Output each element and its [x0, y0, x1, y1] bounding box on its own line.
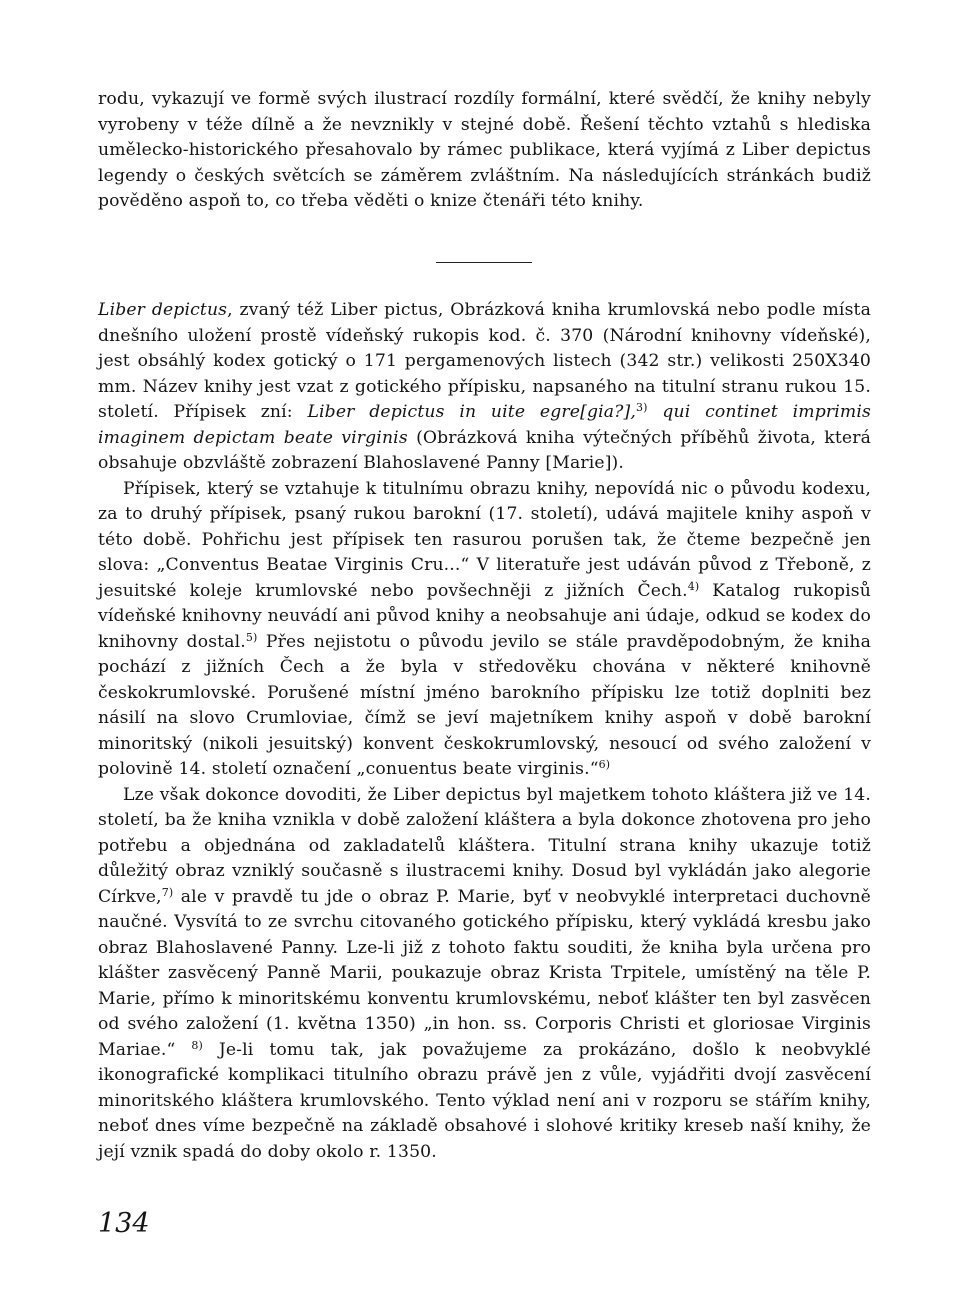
section-divider: [436, 262, 532, 263]
text-run: Katalog rukopisů vídeňské knihovny neuvádí ani původ knihy a neobsahuje ani údaje, odkud se kodex do knihovny dostal.: [98, 580, 871, 652]
intro-paragraph: [98, 87, 871, 215]
text-run: Je-li tomu tak, jak považujeme za prokázáno, došlo k neobvyklé ikonografické komplikaci titulního obrazu právě jen z vůle, vyjádřiti dvojí zasvěcení minoritského kláštera krumlovského. Tento výklad není ani v rozporu se stářím knihy, neboť dnes víme bezpečně na základě obsahové i slohové kritiky kreseb naší knihy, že její vznik spadá do doby okolo r. 1350.: [98, 1039, 871, 1162]
paragraph-dovoditi: [98, 783, 871, 1166]
text-run: (Obrázková kniha výtečných příběhů života, která obsahuje obzvláště zobrazení Blahoslavené Panny [Marie]).: [98, 427, 871, 473]
footnote-marker: 3): [635, 401, 648, 414]
text-run: Přes nejistotu o původu jevilo se stále pravděpodobným, že kniha pochází z jižních Čech a že byla v středověku chována v některé knihovně českokrumlovské. Porušené místní jméno barokního přípisku lze totiž doplniti bez násilí na slovo Crumloviae, čímž se jeví majetníkem knihy aspoň v době barokní minoritský (nikoli jesuitský) konvent českokrumlovský, nesoucí od svého založení v polovině 14. století označení „conuentus beate virginis.“: [98, 631, 871, 779]
main-section: [98, 298, 871, 1165]
text-run: [648, 402, 663, 422]
footnote-marker: 7): [161, 885, 174, 899]
intro-section: [98, 87, 871, 215]
paragraph-pripisek: [98, 477, 871, 783]
italic-text: Liber depictus: [98, 300, 228, 320]
footnote-marker: 6): [598, 758, 611, 771]
text-run: Přípisek, který se vztahuje k titulnímu obrazu knihy, nepovídá nic o původu kodexu, za to druhý přípisek, psaný rukou barokní (17. století), udává majitele knihy aspoň v této době. Pohřichu jest přípisek ten rasurou porušen tak, že čteme bezpečně jen slova: „Conventus Beatae Virginis Cru...“ V literatuře jest udáván původ z Třeboně, z jesuitské koleje krumlovské nebo povšechněji z jižních Čech.: [98, 478, 871, 601]
footnote-marker: 5): [245, 630, 258, 644]
italic-text: Liber depictus in uite egre[gia?],: [307, 402, 636, 422]
text-run: Lze však dokonce dovoditi, že Liber depictus byl majetkem tohoto kláštera již ve 14. století, ba že kniha vznikla v době založení kláštera a byla dokonce zhotovena pro jeho potřebu a objednána od zakladatelů kláštera. Titulní strana knihy ukazuje totiž důležitý obraz vzniklý současně s ilustracemi knihy. Dosud byl vykládán jako alegorie Církve,: [98, 784, 871, 907]
paragraph-liber-depictus: [98, 298, 871, 477]
footnote-marker: 4): [687, 579, 700, 593]
text-run: ale v pravdě tu jde o obraz P. Marie, byť v neobvyklé interpretaci duchovně naučné. Vysvítá to ze svrchu citovaného gotického přípisku, který vykládá kresbu jako obraz Blahoslavené Panny. Lze-li již z tohoto faktu souditi, že kniha byla určena pro klášter zasvěcený Panně Marii, poukazuje obraz Krista Trpitele, umístěný na těle P. Marie, přímo k minoritskému konventu krumlovskému, neboť klášter ten byl zasvěcen od svého založení (1. května 1350) „in hon. ss. Corporis Christi et gloriosae Virginis Mariae.“: [98, 886, 871, 1060]
footnote-marker: 8): [191, 1038, 203, 1052]
italic-text: qui continet imprimis imaginem depictam beate virginis: [98, 402, 871, 448]
text-run: , zvaný též Liber pictus, Obrázková kniha krumlovská nebo podle místa dnešního uložení prostě vídeňský rukopis kod. č. 370 (Národní knihovny vídeňské), jest obsáhlý kodex gotický o 171 pergamenových listech (342 str.) velikosti 250X340 mm. Název knihy jest vzat z gotického přípisku, napsaného na titulní stranu rukou 15. století. Přípisek zní:: [98, 300, 871, 422]
page-number: 134: [98, 1208, 150, 1239]
text-run: rodu, vykazují ve formě svých ilustrací rozdíly formální, které svědčí, že knihy nebyly vyrobeny v téže dílně a že nevznikly v stejné době. Řešení těchto vztahů s hlediska umělecko-historického přesahovalo by rámec publikace, která vyjímá z Liber depictus legendy o českých světcích se záměrem zvláštním. Na následujících stránkách budiž pověděno aspoň to, co třeba věděti o knize čtenáři této knihy.: [98, 89, 871, 211]
